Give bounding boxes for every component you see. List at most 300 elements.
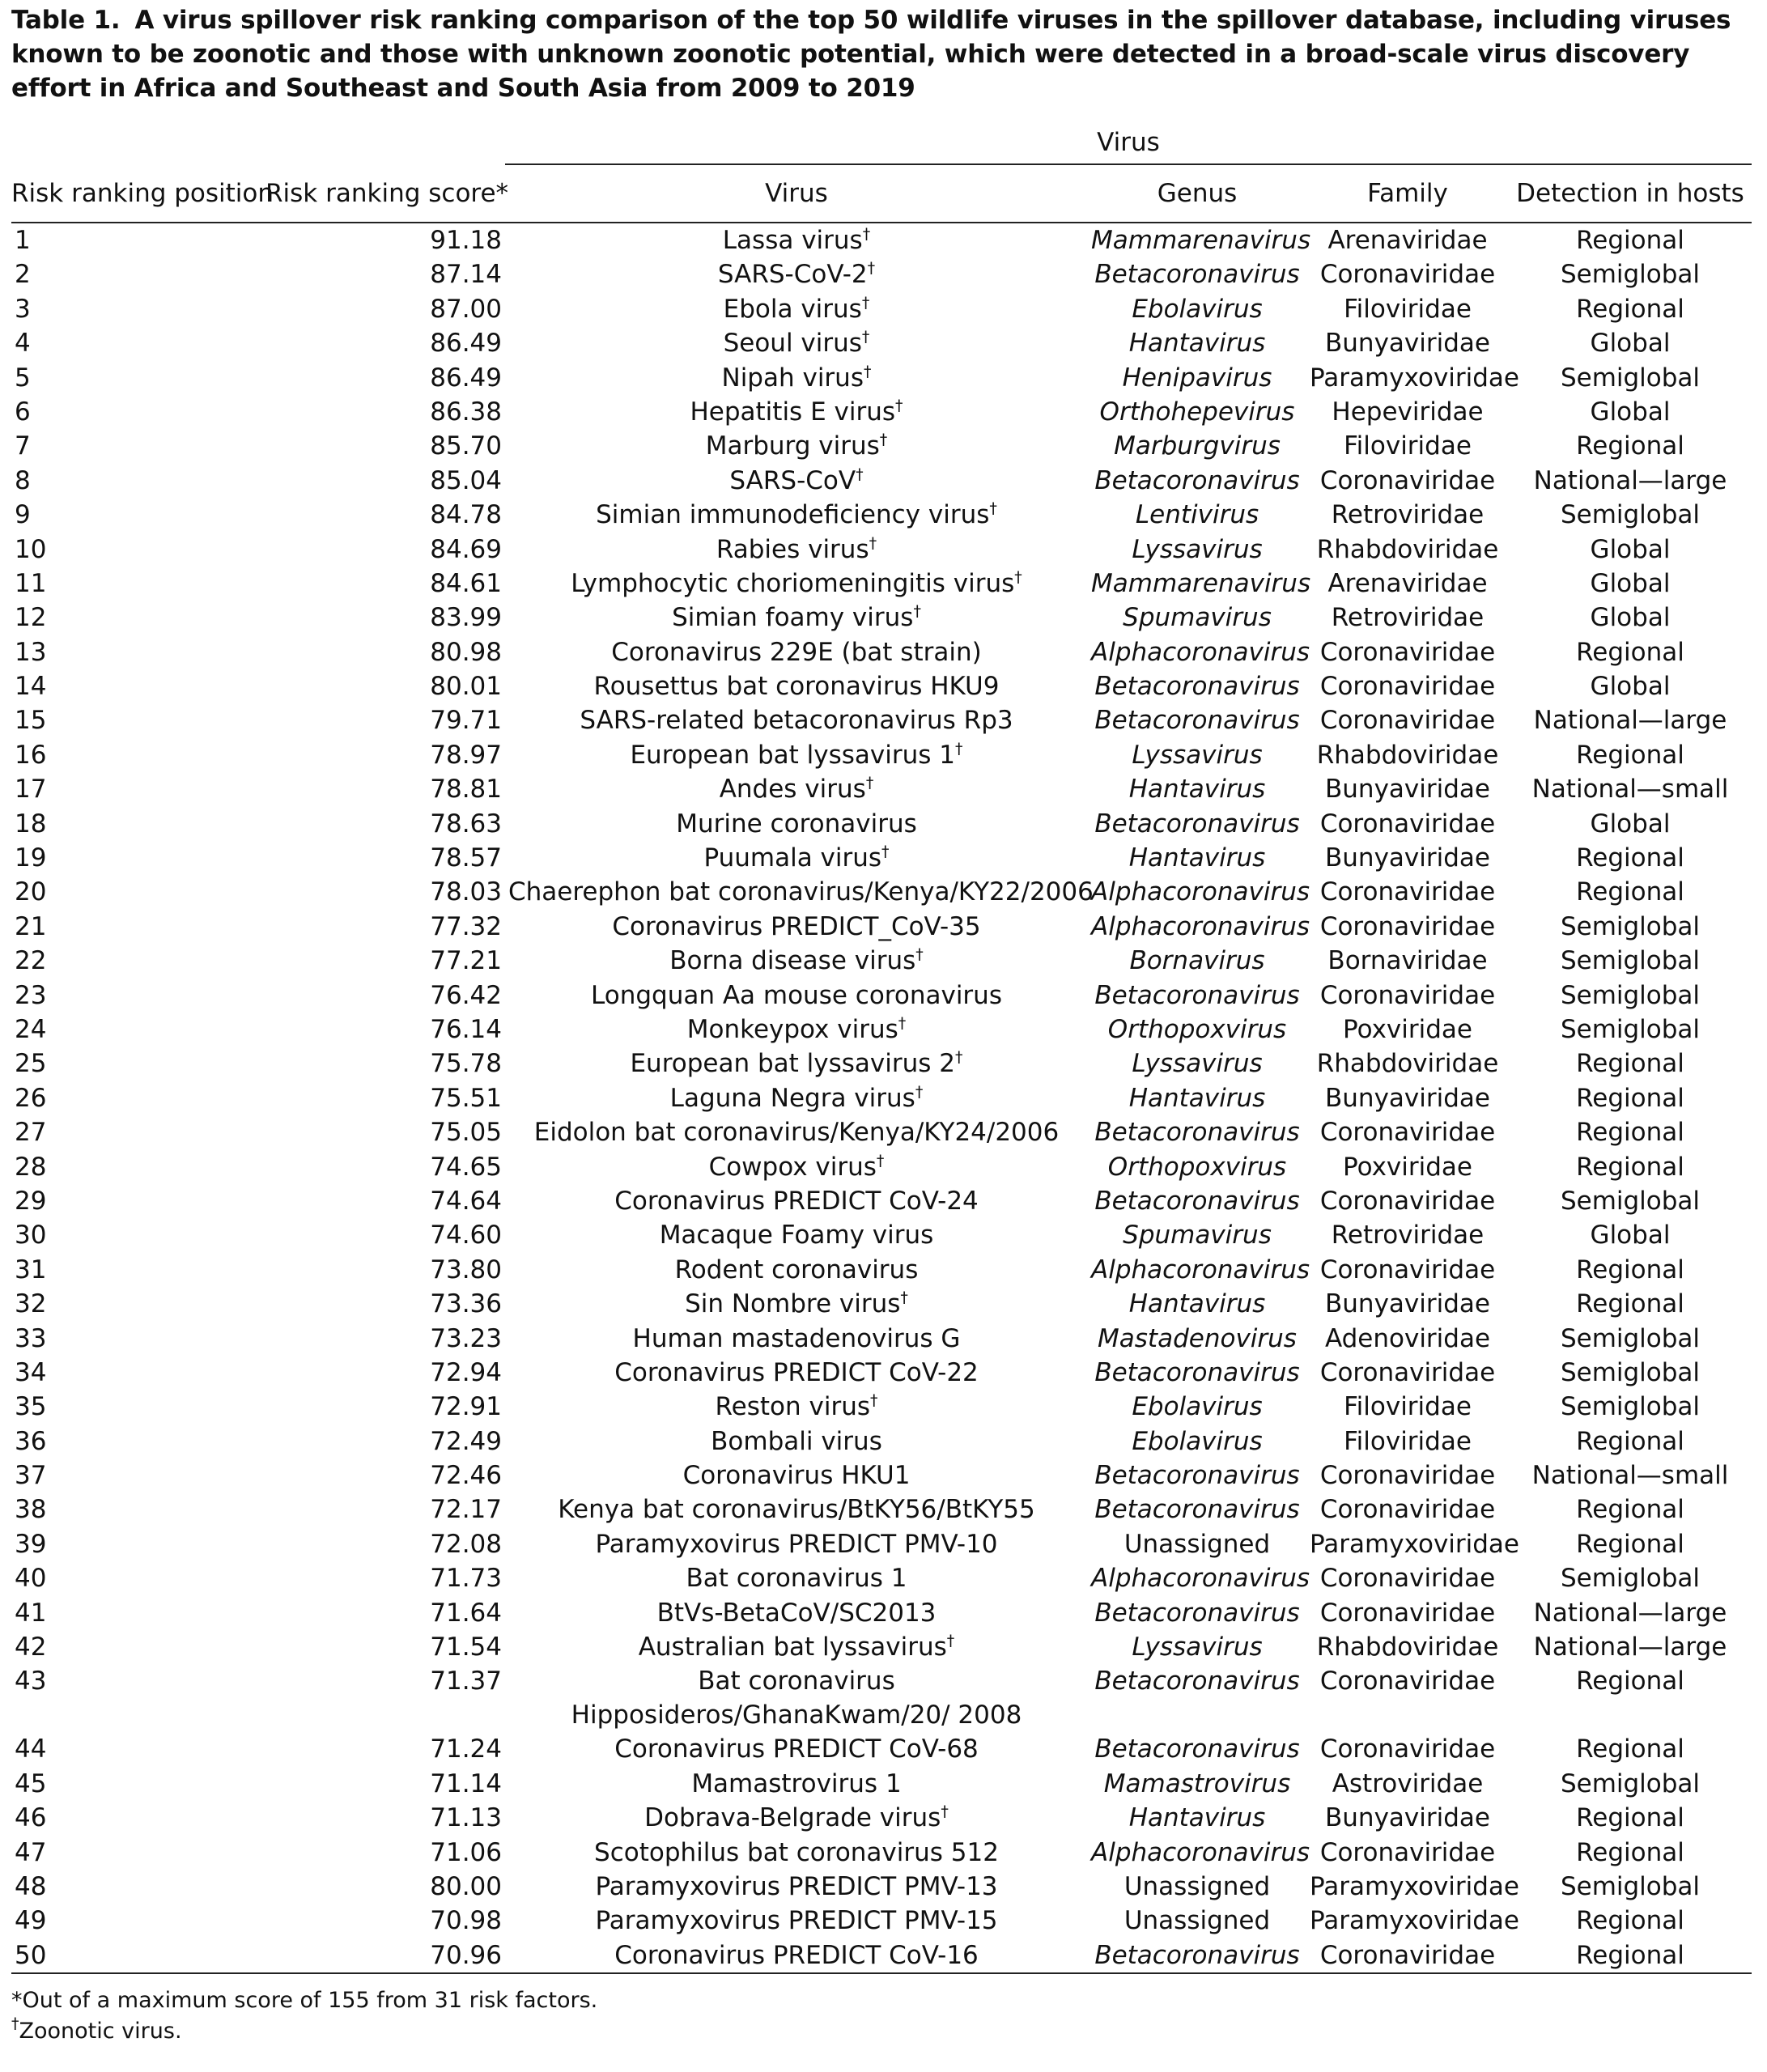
cell-score: 72.17 <box>430 1495 502 1525</box>
cell-score: 80.01 <box>430 672 502 702</box>
zoonotic-mark: † <box>946 1632 955 1650</box>
virus-name: Hepatitis E virus <box>690 397 896 427</box>
table-row <box>11 669 1752 703</box>
cell-virus <box>505 635 1088 669</box>
cell-genus <box>1088 910 1310 944</box>
zoonotic-mark: † <box>895 396 903 414</box>
cell-detection: National—small <box>1531 1461 1729 1491</box>
genus-name: Alphacoronavirus <box>1091 911 1310 941</box>
cell-score: 84.69 <box>430 534 502 564</box>
table-caption <box>11 3 1752 105</box>
zoonotic-mark: † <box>867 259 876 278</box>
cell-score: 80.00 <box>430 1871 502 1901</box>
genus-name: Hantavirus <box>1128 329 1266 359</box>
table-row <box>11 1492 1752 1526</box>
table-row <box>11 1870 1752 1904</box>
genus-name: Spumavirus <box>1123 603 1272 633</box>
table-row <box>11 841 1752 875</box>
cell-position: 13 <box>15 637 47 667</box>
table-row <box>11 1322 1752 1356</box>
cell-genus <box>1088 223 1311 257</box>
virus-name: Lymphocytic choriomeningitis virus <box>571 568 1015 598</box>
cell-genus <box>1088 635 1310 669</box>
zoonotic-mark: † <box>915 945 924 964</box>
cell-family: Hepeviridae <box>1332 397 1484 427</box>
cell-virus <box>505 292 1088 326</box>
cell-genus <box>1088 395 1306 429</box>
cell-virus <box>505 1253 1088 1287</box>
table-row <box>11 979 1752 1013</box>
virus-name: Bat coronavirus Hipposideros/GhanaKwam/20/ 2008 <box>571 1667 1022 1730</box>
cell-score: 75.51 <box>430 1083 502 1113</box>
cell-virus <box>505 1356 1088 1390</box>
cell-virus <box>505 464 1088 498</box>
cell-family: Coronaviridae <box>1319 706 1496 736</box>
cell-family: Coronaviridae <box>1319 911 1496 941</box>
genus-name: Bornavirus <box>1129 946 1265 976</box>
table-row <box>11 1253 1752 1287</box>
cell-virus <box>505 1664 1088 1732</box>
cell-family: Coronaviridae <box>1319 1495 1496 1525</box>
virus-name: Paramyxovirus PREDICT PMV-15 <box>595 1906 998 1936</box>
cell-position: 43 <box>15 1667 47 1696</box>
virus-name: Monkeypox virus <box>686 1014 898 1044</box>
cell-virus <box>505 1150 1088 1184</box>
cell-virus <box>505 1184 1088 1218</box>
cell-family: Coronaviridae <box>1319 1357 1496 1387</box>
cell-genus <box>1088 669 1306 703</box>
cell-family: Bunyaviridae <box>1325 1289 1490 1319</box>
cell-family: Rhabdoviridae <box>1316 534 1499 564</box>
cell-virus <box>505 979 1088 1013</box>
genus-name: Lentivirus <box>1135 500 1259 530</box>
virus-name: Paramyxovirus PREDICT PMV-13 <box>595 1871 998 1901</box>
zoonotic-mark: † <box>881 843 890 861</box>
genus-name: Alphacoronavirus <box>1091 1255 1310 1284</box>
cell-score: 76.42 <box>430 980 502 1010</box>
table-row <box>11 533 1752 567</box>
cell-score: 71.64 <box>430 1598 502 1628</box>
table-row <box>11 464 1752 498</box>
cell-detection: Global <box>1590 397 1671 427</box>
cell-genus <box>1088 1356 1306 1390</box>
cell-family: Coronaviridae <box>1319 1837 1496 1867</box>
cell-family: Arenaviridae <box>1327 568 1488 598</box>
virus-name: Lassa virus <box>722 226 863 255</box>
cell-position: 9 <box>15 500 31 530</box>
virus-name: Mamastrovirus 1 <box>691 1768 902 1798</box>
cell-position: 34 <box>15 1357 47 1387</box>
cell-position: 14 <box>15 672 47 702</box>
cell-detection: Global <box>1590 329 1671 359</box>
cell-genus <box>1088 1287 1306 1321</box>
cell-position: 11 <box>15 568 47 598</box>
cell-genus <box>1088 1424 1306 1458</box>
virus-name: Sin Nombre virus <box>685 1289 901 1319</box>
cell-detection: Global <box>1590 534 1671 564</box>
cell-score: 85.70 <box>430 431 502 461</box>
cell-score: 77.32 <box>430 911 502 941</box>
cell-genus <box>1088 1047 1306 1081</box>
cell-virus <box>505 1630 1088 1664</box>
cell-score: 86.49 <box>430 329 502 359</box>
zoonotic-mark: † <box>856 465 864 483</box>
cell-virus <box>505 1390 1088 1424</box>
genus-name: Unassigned <box>1123 1906 1271 1936</box>
cell-detection: Semiglobal <box>1560 260 1701 290</box>
zoonotic-mark: † <box>955 739 963 758</box>
cell-score: 76.14 <box>430 1014 502 1044</box>
cell-detection: Global <box>1590 1221 1671 1250</box>
cell-position: 18 <box>15 809 47 839</box>
cell-detection: Global <box>1590 603 1671 633</box>
zoonotic-mark: † <box>863 362 872 380</box>
virus-name: BtVs-BetaCoV/SC2013 <box>656 1598 937 1628</box>
cell-family: Rhabdoviridae <box>1316 740 1499 770</box>
genus-name: Mamastrovirus <box>1103 1768 1291 1798</box>
genus-name: Mastadenovirus <box>1098 1323 1297 1353</box>
cell-genus <box>1088 1013 1306 1047</box>
genus-name: Unassigned <box>1123 1871 1271 1901</box>
cell-genus <box>1088 326 1306 360</box>
table-row <box>11 1836 1752 1870</box>
cell-detection: National—large <box>1533 1598 1727 1628</box>
table-row <box>11 395 1752 429</box>
cell-detection: Regional <box>1576 740 1684 770</box>
virus-name: Kenya bat coronavirus/BtKY56/BtKY55 <box>558 1495 1035 1525</box>
cell-detection: Semiglobal <box>1560 1768 1701 1798</box>
cell-virus <box>505 1801 1088 1835</box>
cell-genus <box>1088 1904 1306 1938</box>
cell-virus <box>505 498 1088 532</box>
column-header-detection: Detection in hosts <box>1509 164 1752 223</box>
cell-detection: Regional <box>1576 1255 1684 1284</box>
cell-family: Filoviridae <box>1344 1392 1472 1422</box>
cell-virus <box>505 1732 1088 1766</box>
virus-name: Human mastadenovirus G <box>632 1323 961 1353</box>
table-row <box>11 1424 1752 1458</box>
cell-position: 44 <box>15 1734 47 1764</box>
cell-virus <box>505 395 1088 429</box>
cell-position: 30 <box>15 1221 47 1250</box>
cell-family: Rhabdoviridae <box>1316 1049 1499 1079</box>
cell-detection: National—large <box>1533 465 1727 495</box>
cell-score: 73.36 <box>430 1289 502 1319</box>
cell-score: 78.81 <box>430 775 502 805</box>
cell-virus <box>505 910 1088 944</box>
genus-name: Betacoronavirus <box>1094 706 1300 736</box>
table-row <box>11 1596 1752 1630</box>
column-header-family: Family <box>1306 164 1509 223</box>
cell-detection: National—small <box>1531 775 1729 805</box>
cell-detection: Regional <box>1576 1837 1684 1867</box>
zoonotic-mark: † <box>898 1013 907 1032</box>
genus-name: Alphacoronavirus <box>1091 1837 1310 1867</box>
cell-family: Bunyaviridae <box>1325 1083 1490 1113</box>
cell-score: 72.49 <box>430 1426 502 1456</box>
genus-name: Betacoronavirus <box>1094 809 1300 839</box>
cell-position: 42 <box>15 1633 47 1662</box>
cell-position: 16 <box>15 740 47 770</box>
cell-family: Poxviridae <box>1342 1014 1472 1044</box>
cell-detection: National—large <box>1533 706 1727 736</box>
cell-genus <box>1088 1527 1306 1561</box>
virus-name: Coronavirus HKU1 <box>682 1461 911 1491</box>
cell-genus <box>1088 1870 1306 1904</box>
cell-family: Adenoviridae <box>1324 1323 1491 1353</box>
cell-detection: Regional <box>1576 1049 1684 1079</box>
cell-position: 8 <box>15 465 31 495</box>
cell-score: 72.94 <box>430 1357 502 1387</box>
cell-score: 86.38 <box>430 397 502 427</box>
genus-name: Ebolavirus <box>1132 1426 1263 1456</box>
virus-name: Borna disease virus <box>669 946 916 976</box>
cell-position: 48 <box>15 1871 47 1901</box>
cell-score: 80.98 <box>430 637 502 667</box>
cell-position: 6 <box>15 397 31 427</box>
cell-position: 41 <box>15 1598 47 1628</box>
cell-genus <box>1088 1664 1306 1732</box>
cell-detection: Regional <box>1576 877 1684 907</box>
cell-score: 73.80 <box>430 1255 502 1284</box>
cell-position: 31 <box>15 1255 47 1284</box>
cell-virus <box>505 533 1088 567</box>
cell-score: 84.78 <box>430 500 502 530</box>
cell-family: Bunyaviridae <box>1325 775 1490 805</box>
cell-detection: Regional <box>1509 1938 1752 1973</box>
virus-name: Coronavirus PREDICT CoV-24 <box>614 1186 979 1216</box>
cell-score: 77.21 <box>430 946 502 976</box>
cell-virus <box>505 1527 1088 1561</box>
cell-position: 32 <box>15 1289 47 1319</box>
cell-detection: Regional <box>1576 431 1684 461</box>
cell-virus <box>505 1424 1088 1458</box>
zoonotic-mark: † <box>862 225 871 243</box>
cell-detection: Regional <box>1576 1734 1684 1764</box>
cell-score: 71.24 <box>430 1734 502 1764</box>
cell-position: 27 <box>15 1118 47 1148</box>
cell-family: Coronaviridae <box>1319 1598 1496 1628</box>
table-row <box>11 875 1752 909</box>
table-row <box>11 738 1752 772</box>
cell-position: 5 <box>15 363 31 393</box>
virus-name: Cowpox virus <box>708 1152 877 1182</box>
table-row <box>11 1527 1752 1561</box>
virus-name: Simian immunodeficiency virus <box>596 500 990 530</box>
table-row <box>11 1458 1752 1492</box>
cell-score: 72.08 <box>430 1529 502 1559</box>
cell-detection: Regional <box>1576 1083 1684 1113</box>
cell-detection: Semiglobal <box>1560 946 1701 976</box>
cell-score: 72.46 <box>430 1461 502 1491</box>
cell-detection: Regional <box>1576 1495 1684 1525</box>
table-row <box>11 1013 1752 1047</box>
table-row <box>11 292 1752 326</box>
table-row <box>11 361 1752 395</box>
virus-name: Andes virus <box>719 775 866 805</box>
cell-position: 35 <box>15 1392 47 1422</box>
cell-position: 26 <box>15 1083 47 1113</box>
cell-genus <box>1088 257 1306 291</box>
cell-detection: Regional <box>1576 1426 1684 1456</box>
cell-family: Coronaviridae <box>1319 1461 1496 1491</box>
cell-genus <box>1088 601 1306 635</box>
zoonotic-mark: † <box>865 774 874 792</box>
cell-genus <box>1088 1150 1306 1184</box>
cell-virus <box>505 361 1088 395</box>
cell-score: 78.03 <box>430 877 502 907</box>
cell-position: 40 <box>15 1564 47 1594</box>
cell-detection: Semiglobal <box>1560 1392 1701 1422</box>
cell-virus <box>505 1904 1088 1938</box>
cell-detection: Regional <box>1576 843 1684 873</box>
genus-name: Hantavirus <box>1128 1803 1266 1833</box>
cell-family: Coronaviridae <box>1319 465 1496 495</box>
cell-family: Coronaviridae <box>1319 1564 1496 1594</box>
cell-score: 78.97 <box>430 740 502 770</box>
table-row <box>11 1115 1752 1149</box>
table-row <box>11 1356 1752 1390</box>
cell-family: Coronaviridae <box>1319 672 1496 702</box>
cell-score: 87.00 <box>430 294 502 324</box>
cell-virus <box>505 772 1088 806</box>
cell-family: Arenaviridae <box>1327 226 1488 255</box>
footnote-score: *Out of a maximum score of 155 from 31 risk factors. <box>11 1988 598 2014</box>
cell-position: 10 <box>15 534 47 564</box>
cell-score: 73.23 <box>430 1323 502 1353</box>
cell-virus <box>505 1561 1088 1595</box>
cell-position: 33 <box>15 1323 47 1353</box>
cell-virus <box>505 1013 1088 1047</box>
cell-genus <box>1088 1115 1306 1149</box>
cell-family: Poxviridae <box>1342 1152 1472 1182</box>
genus-name: Ebolavirus <box>1132 294 1263 324</box>
cell-position: 21 <box>15 911 47 941</box>
cell-score: 71.54 <box>430 1633 502 1662</box>
cell-position: 23 <box>15 980 47 1010</box>
table-row <box>11 1801 1752 1835</box>
cell-virus <box>505 1458 1088 1492</box>
table-row <box>11 1938 1752 1973</box>
virus-name: Coronavirus PREDICT CoV-16 <box>614 1940 979 1970</box>
cell-genus <box>1088 1938 1306 1973</box>
cell-detection: Regional <box>1576 1529 1684 1559</box>
cell-virus <box>505 1287 1088 1321</box>
cell-family: Astroviridae <box>1332 1768 1484 1798</box>
table-row <box>11 1630 1752 1664</box>
cell-family: Coronaviridae <box>1319 260 1496 290</box>
cell-virus <box>505 944 1088 978</box>
cell-score: 91.18 <box>430 226 502 255</box>
virus-name: Longquan Aa mouse coronavirus <box>591 980 1002 1010</box>
virus-name: Seoul virus <box>723 329 862 359</box>
genus-name: Marburgvirus <box>1114 431 1281 461</box>
table-row <box>11 635 1752 669</box>
cell-virus <box>505 669 1088 703</box>
cell-score: 86.49 <box>430 363 502 393</box>
table-row <box>11 807 1752 841</box>
virus-name: Scotophilus bat coronavirus 512 <box>594 1837 999 1867</box>
cell-genus <box>1088 1081 1306 1115</box>
cell-genus <box>1088 361 1306 395</box>
virus-name: Murine coronavirus <box>676 809 917 839</box>
cell-virus <box>505 875 1094 909</box>
table-row <box>11 1732 1752 1766</box>
cell-genus <box>1088 772 1306 806</box>
cell-genus <box>1088 1732 1306 1766</box>
cell-family: Coronaviridae <box>1319 1734 1496 1764</box>
cell-position: 12 <box>15 603 47 633</box>
genus-name: Betacoronavirus <box>1094 1118 1300 1148</box>
virus-name: Puumala virus <box>703 843 882 873</box>
genus-name: Hantavirus <box>1128 843 1266 873</box>
cell-score: 70.98 <box>430 1906 502 1936</box>
cell-family: Filoviridae <box>1344 431 1472 461</box>
cell-virus <box>505 1938 1088 1973</box>
cell-detection: Semiglobal <box>1560 980 1701 1010</box>
genus-name: Alphacoronavirus <box>1091 1564 1310 1594</box>
cell-family: Coronaviridae <box>1319 1667 1496 1696</box>
column-header-position: Risk ranking position <box>11 164 262 223</box>
cell-virus <box>505 703 1088 737</box>
cell-detection: Regional <box>1576 294 1684 324</box>
cell-family: Coronaviridae <box>1319 637 1496 667</box>
virus-name: Coronavirus PREDICT_CoV-35 <box>612 911 981 941</box>
genus-name: Hantavirus <box>1128 1083 1266 1113</box>
cell-position: 15 <box>15 706 47 736</box>
cell-virus <box>505 601 1088 635</box>
table-row <box>11 601 1752 635</box>
cell-detection: Semiglobal <box>1560 363 1701 393</box>
genus-name: Ebolavirus <box>1132 1392 1263 1422</box>
cell-score: 74.60 <box>430 1221 502 1250</box>
genus-name: Orthopoxvirus <box>1107 1014 1287 1044</box>
cell-score: 78.57 <box>430 843 502 873</box>
virus-name: Macaque Foamy virus <box>659 1221 934 1250</box>
cell-genus <box>1088 1561 1310 1595</box>
virus-name: SARS-related betacoronavirus Rp3 <box>580 706 1013 736</box>
cell-detection: Global <box>1590 809 1671 839</box>
genus-name: Spumavirus <box>1123 1221 1272 1250</box>
cell-virus <box>505 807 1088 841</box>
cell-position: 25 <box>15 1049 47 1079</box>
virus-name: SARS-CoV <box>729 465 856 495</box>
cell-family: Bornaviridae <box>1327 946 1488 976</box>
cell-detection: Semiglobal <box>1560 500 1701 530</box>
cell-position: 49 <box>15 1906 47 1936</box>
cell-family: Retroviridae <box>1331 603 1485 633</box>
cell-detection: Regional <box>1576 226 1684 255</box>
cell-score: 83.99 <box>430 603 502 633</box>
table-row <box>11 910 1752 944</box>
cell-genus <box>1088 1390 1306 1424</box>
cell-virus <box>505 326 1088 360</box>
genus-name: Betacoronavirus <box>1094 1598 1300 1628</box>
cell-detection: Global <box>1590 672 1671 702</box>
genus-name: Betacoronavirus <box>1094 1667 1300 1696</box>
cell-detection: Regional <box>1576 1667 1684 1696</box>
cell-virus <box>505 1081 1088 1115</box>
zoonotic-mark: † <box>955 1048 963 1067</box>
table-row <box>11 1081 1752 1115</box>
cell-score: 71.06 <box>430 1837 502 1867</box>
genus-name: Betacoronavirus <box>1094 980 1300 1010</box>
genus-name: Orthohepevirus <box>1099 397 1295 427</box>
cell-genus <box>1088 533 1306 567</box>
virus-name: Coronavirus 229E (bat strain) <box>611 637 982 667</box>
genus-name: Betacoronavirus <box>1094 1734 1300 1764</box>
cell-position: 37 <box>15 1461 47 1491</box>
